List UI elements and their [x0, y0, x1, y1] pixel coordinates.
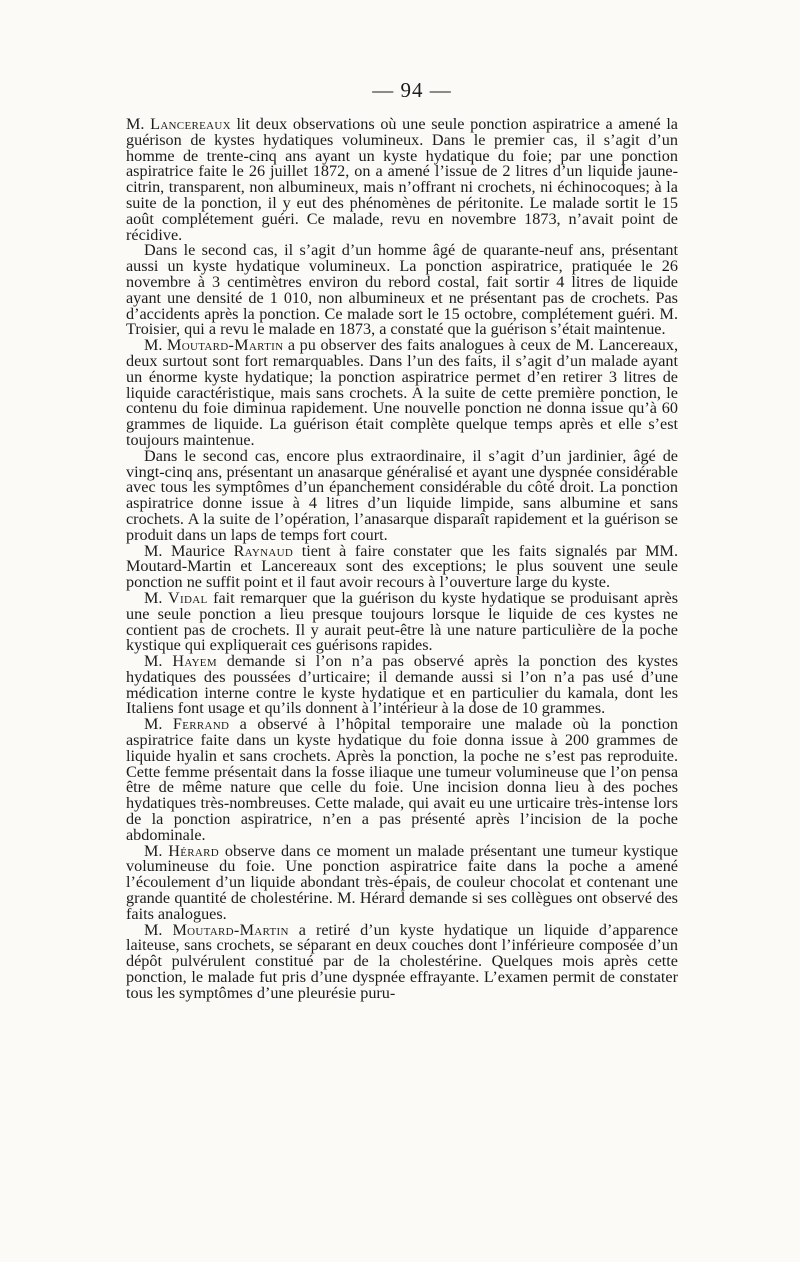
- body-text: [126, 117, 678, 1002]
- speaker-name: Hayem: [172, 652, 217, 671]
- paragraph-moutard-martin: [126, 338, 678, 449]
- paragraph-text: demande si l’on n’a pas observé après la ponction des kystes hydatiques des poussées d’urticaire; il demande aussi si l’on n’a pas usé d’une médication interne contre le kyste hydatique et en particulier du kamala, dont les Italiens font usage et qu’ils donnent à l’intérieur à la dose de 10 grammes.: [126, 652, 679, 718]
- speaker-title: M.: [126, 115, 145, 133]
- speaker-title: M.: [144, 715, 163, 734]
- paragraph-vidal: [126, 588, 679, 655]
- paragraph-raynaud: [126, 541, 678, 592]
- speaker-name: Hérard: [168, 841, 220, 860]
- speaker-title: M.: [144, 336, 163, 355]
- paragraph-second-case-lancereaux: [126, 243, 678, 338]
- paragraph-moutard-martin-2: [126, 920, 679, 1002]
- paragraph-text: a pu observer des faits analogues à ceux de M. Lancereaux, deux surtout sont fort remarquables. Dans l’un des faits, il s’agit d’un malade ayant un énorme kyste hydatique; la ponction aspiratrice permet d’en retirer 3 litres de liquide caractéristique, mais sans crochets. A la suite de cette première ponction, le contenu du foie diminua rapidement. Une nouvelle ponction ne donna issue qu’à 60 grammes de liquide. La guérison était complète quelque temps après et elle s’est toujours maintenue.: [126, 336, 678, 449]
- speaker-name: Moutard-Martin: [172, 920, 289, 939]
- speaker-title: M.: [144, 920, 163, 939]
- paragraph-text: lit deux observations où une seule ponction aspiratrice a amené la guérison de kystes hydatiques volumineux. Dans le premier cas, il s’agit d’un homme de trente-cinq ans ayant un kyste hydatique du foie; par une ponction aspiratrice faite le 26 juillet 1872, on a amené l’issue de 2 litres d’un liquide jaune-citrin, transparent, non albumineux, mais n’offrant ni crochets, ni échinocoques; à la suite de la ponction, il y eut des phénomènes de péritonite. Le malade sortit le 15 août complétement guéri. Ce malade, revu en novembre 1873, n’avait point de récidive.: [126, 115, 678, 244]
- paragraph-text: Dans le second cas, encore plus extraordinaire, il s’agit d’un jardinier, âgé de vingt-cinq ans, présentant un anasarque généralisé et ayant une dyspnée considérable avec tous les symptômes d’un épanchement considérable du côté droit. La ponction aspiratrice donne issue à 4 litres d’un liquide limpide, sans albumine et sans crochets. A la suite de l’opération, l’anasarque disparaît rapidement et la guérison se produit dans un laps de temps fort court.: [126, 446, 678, 544]
- speaker-title: M.: [144, 588, 163, 607]
- page-number: — 94 —: [372, 78, 452, 102]
- speaker-title: M.: [144, 841, 163, 860]
- paragraph-text: a retiré d’un kyste hydatique un liquide d’apparence laiteuse, sans crochets, se séparant en deux couches dont l’inférieure composée d’un dépôt pulvérulent constitué par de la cholestérine. Quelques mois après cette ponction, le malade fut pris d’une dyspnée effrayante. L’examen permit de constater tous les symptômes d’une pleurésie puru-: [126, 920, 679, 1002]
- paragraph-herard: [126, 841, 679, 923]
- paragraph-text: a observé à l’hôpital temporaire une malade où la ponction aspiratrice faite dans un kyste hydatique du foie donna issue à 200 grammes de liquide hyalin et sans crochets. Après la ponction, la poche ne s’est pas reproduite. Cette femme présentait dans la fosse iliaque une tumeur volumineuse que l’on pensa être de même nature que celle du foie. Une incision donna lieu à des poches hydatiques très-nombreuses. Cette malade, qui avait eu une urticaire très-intense lors de la ponction aspiratrice, n’en a pas présenté après l’incision de la poche abdominale.: [126, 715, 679, 844]
- paragraph-lancereaux: [126, 117, 678, 243]
- paragraph-text: Dans le second cas, il s’agit d’un homme âgé de quarante-neuf ans, présentant aussi un kyste hydatique volumineux. La ponction aspiratrice, pratiquée le 26 novembre à 3 centimètres environ du rebord costal, fait sortir 4 litres de liquide ayant une densité de 1 010, non albumineux et ne présentant pas de crochets. Pas d’accidents après la ponction. Ce malade sort le 15 octobre, complétement guéri. M. Troisier, qui a revu le malade en 1873, a constaté que la guérison s’était maintenue.: [126, 241, 678, 339]
- paragraph-text: observe dans ce moment un malade présentant une tumeur kystique volumineuse du foie. Une ponction aspiratrice faite dans la poche a amené l’écoulement d’un liquide abondant très-épais, de couleur chocolat et contenant une grande quantité de cholestérine. M. Hérard demande si ses collègues ont observé des faits analogues.: [126, 841, 679, 923]
- paragraph-text: tient à faire constater que les faits signalés par MM. Moutard-Martin et Lancereaux sont des exceptions; le plus souvent une seule ponction ne suffit point et il faut avoir recours à l’ouverture large du kyste.: [126, 541, 678, 592]
- speaker-name: Lancereaux: [150, 115, 231, 133]
- paragraph-hayem: [126, 654, 678, 717]
- paragraph-second-case-moutard: [126, 446, 678, 544]
- speaker-title: M.: [144, 652, 163, 671]
- speaker-name: Ferrand: [172, 715, 230, 734]
- speaker-title: M. Maurice: [144, 541, 225, 560]
- paragraph-ferrand: [126, 717, 678, 843]
- speaker-name: Moutard-Martin: [167, 336, 284, 355]
- speaker-name: Raynaud: [233, 541, 294, 560]
- paragraph-text: fait remarquer que la guérison du kyste hydatique se produisant après une seule ponction a lieu presque toujours lorsque le liquide de ces kystes ne contient pas de crochets. Il y aurait peut-être là une nature particulière de la poche kystique qui expliquerait ces guérisons rapides.: [126, 588, 679, 655]
- speaker-name: Vidal: [168, 588, 208, 607]
